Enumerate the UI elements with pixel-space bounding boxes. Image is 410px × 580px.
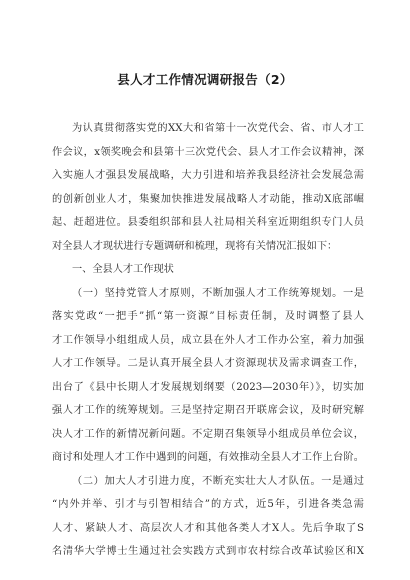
body-line: 起、赶超进位。县委组织部和县人社局相关科室近期组织专门人员 (52, 217, 364, 228)
body-line: 入实施人才强县发展战略，大力引进和培养我县经济社会发展急需 (52, 170, 364, 181)
body-line: 的创新创业人才，集聚加快推进发展战略人才动能，推动X底部崛 (52, 193, 364, 205)
body-line: 人才、紧缺人才、高层次人才和其他各类人才X人。先后争取了S (52, 522, 364, 534)
document-body (52, 117, 364, 564)
body-line: “内外并举、引才与引智相结合”的方式，近5年，引进各类急需 (52, 499, 364, 510)
body-line: （一）坚持党管人才原则，不断加强人才工作统筹规划。一是 (72, 287, 364, 299)
body-line: 落实党政“一把手”抓“第一资源”目标责任制，及时调整了县人 (52, 311, 364, 322)
body-line: 名清华大学博士生通过社会实践方式到市农村综合改革试验区和X (52, 546, 364, 557)
body-line: 强人才工作的统筹规划。三是坚持定期召开联席会议，及时研究解 (52, 405, 364, 416)
body-line: 商讨和处理人才工作中遇到的问题，有效推动全县人才工作上台阶。 (52, 452, 364, 463)
document-title: 县人才工作情况调研报告（2） (117, 72, 293, 87)
body-line: 决人才工作的新情况新问题。不定期召集领导小组成员单位会议， (52, 428, 364, 440)
body-line: 作会议，x领奖晚会和县第十三次党代会、县人才工作会议精神，深 (52, 146, 364, 158)
body-line: 出台了《县中长期人才发展规划纲要（2023—2030年）》，切实加 (52, 381, 364, 393)
section-heading: 一、全县人才工作现状 (72, 264, 174, 275)
body-line: 为认真贯彻落实党的XX大和省第十一次党代会、省、市人才工 (72, 123, 364, 134)
body-line: 对全县人才现状进行专题调研和梳理，现将有关情况汇报如下： (52, 240, 338, 252)
body-line: 才工作领导小组组成人员，成立县在外人才工作办公室，着力加强 (52, 334, 364, 346)
body-line: 人才工作领导。二是认真开展全县人才资源现状及需求调查工作， (52, 358, 364, 369)
body-line: （二）加大人才引进力度，不断充实壮大人才队伍。一是通过 (72, 475, 364, 487)
